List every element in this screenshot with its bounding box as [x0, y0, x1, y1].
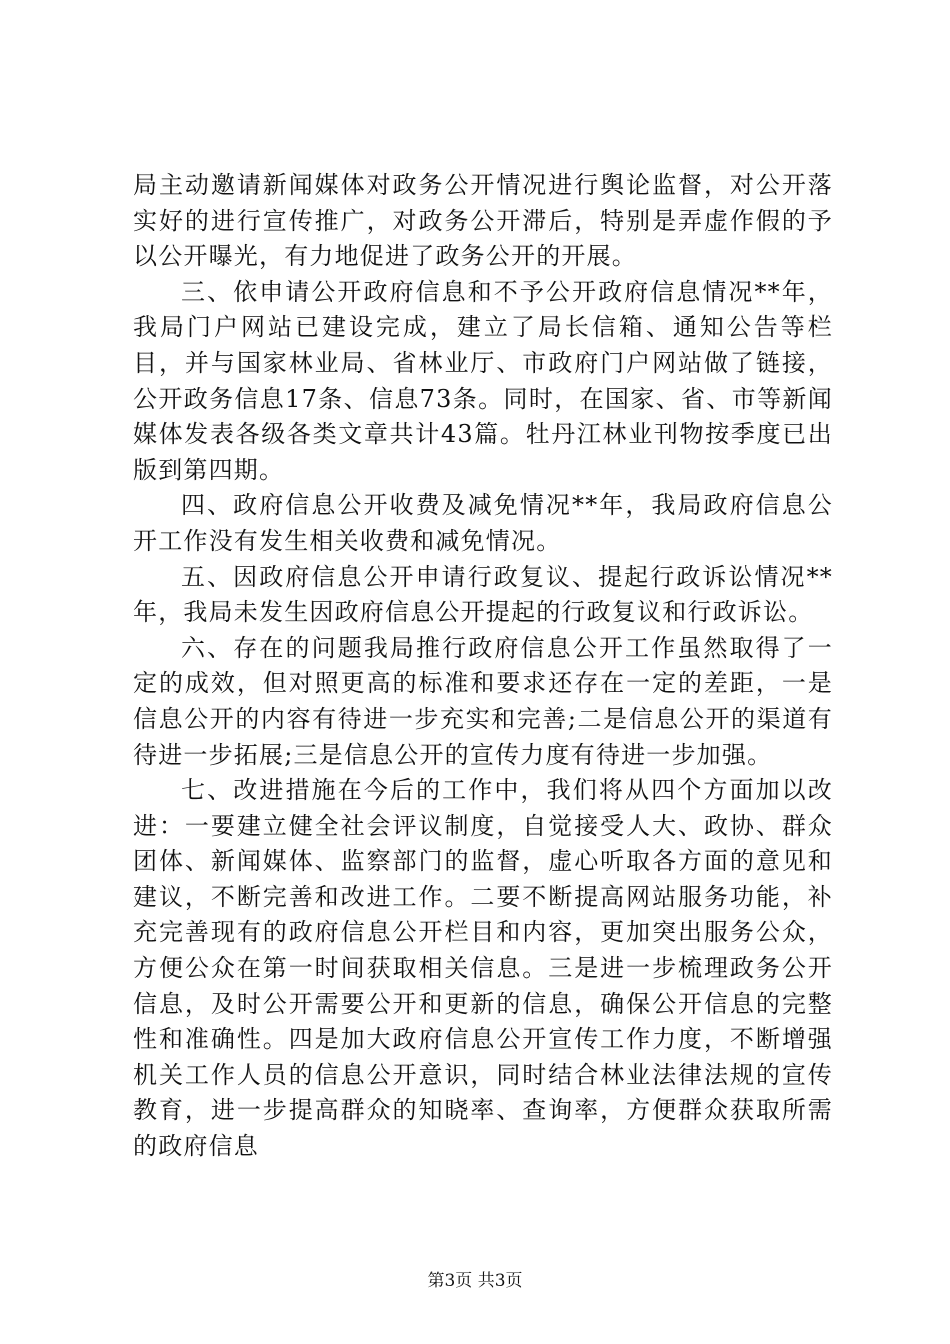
paragraph-section-6: 六、存在的问题我局推行政府信息公开工作虽然取得了一定的成效，但对照更高的标准和要求还存在一定的差距，一是信息公开的内容有待进一步充实和完善;二是信息公开的渠道有待进一步拓展;三是信息公开的宣传力度有待进一步加强。: [133, 633, 833, 769]
paragraph-section-7: 七、改进措施在今后的工作中，我们将从四个方面加以改进：一要建立健全社会评议制度，自觉接受人大、政协、群众团体、新闻媒体、监察部门的监督，虚心听取各方面的意见和建议，不断完善和改进工作。二要不断提高网站服务功能，补充完善现有的政府信息公开栏目和内容，更加突出服务公众，方便公众在第一时间获取相关信息。三是进一步梳理政务公开信息，及时公开需要公开和更新的信息，确保公开信息的完整性和准确性。四是加大政府信息公开宣传工作力度，不断增强机关工作人员的信息公开意识，同时结合林业法律法规的宣传教育，进一步提高群众的知晓率、查询率，方便群众获取所需的政府信息: [133, 776, 833, 1161]
paragraph-section-4: 四、政府信息公开收费及减免情况**年，我局政府信息公开工作没有发生相关收费和减免情况。: [133, 491, 833, 555]
paragraph-section-3: 三、依申请公开政府信息和不予公开政府信息情况**年，我局门户网站已建设完成，建立了局长信箱、通知公告等栏目，并与国家林业局、省林业厅、市政府门户网站做了链接，公开政务信息17条、信息73条。同时，在国家、省、市等新闻媒体发表各级各类文章共计43篇。牡丹江林业刊物按季度已出版到第四期。: [133, 277, 833, 484]
page-number-label: 第3页 共3页: [427, 1271, 523, 1291]
paragraph-continuation: 局主动邀请新闻媒体对政务公开情况进行舆论监督，对公开落实好的进行宣传推广，对政务公开滞后，特别是弄虚作假的予以公开曝光，有力地促进了政务公开的开展。: [133, 171, 833, 271]
paragraph-section-5: 五、因政府信息公开申请行政复议、提起行政诉讼情况**年，我局未发生因政府信息公开提起的行政复议和行政诉讼。: [133, 562, 833, 627]
page-footer: [0, 1270, 950, 1292]
document-body: [133, 168, 833, 1165]
